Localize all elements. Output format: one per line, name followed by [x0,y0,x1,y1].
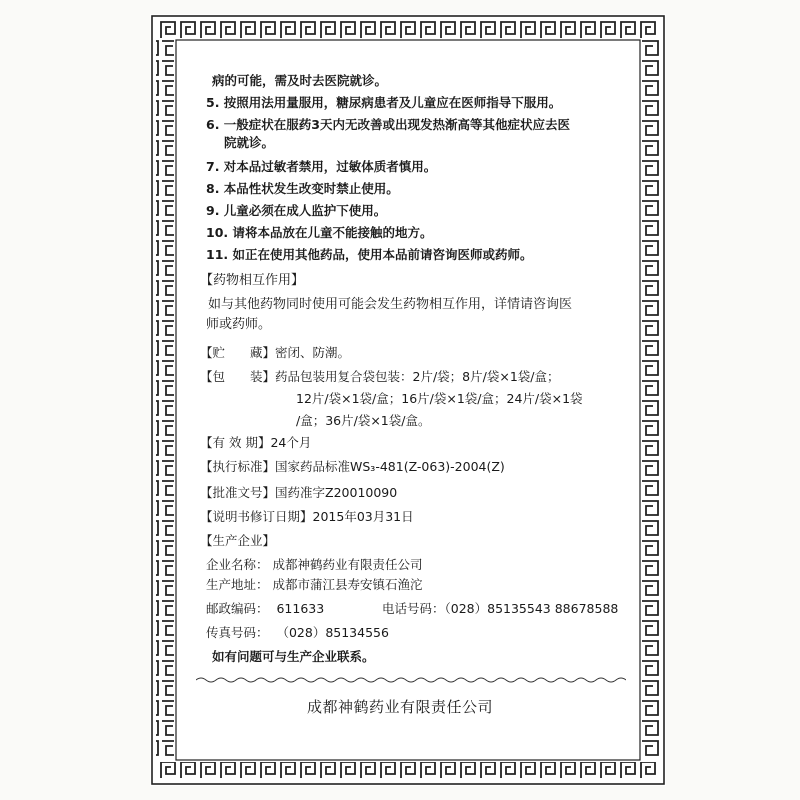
wavy-divider [196,676,626,684]
zip-label: 邮政编码： [206,601,269,616]
address-row [206,576,423,594]
address-label: 生产地址： [206,577,269,592]
precaution-item-9: 9. 儿童必须在成人监护下使用。 [206,203,387,218]
precaution-item-6-cont: 院就诊。 [224,135,275,150]
approval-label: 【批准文号】 [200,485,276,500]
interaction-text-1: 如与其他药物同时使用可能会发生药物相互作用，详情请咨询医 [208,297,573,312]
interaction-heading: 【药物相互作用】 [200,273,305,288]
revision-row [200,508,414,526]
standard-value: 国家药品标准WS₃-481(Z-063)-2004(Z) [275,459,505,474]
footer-company-name: 成都神鹤药业有限责任公司 [306,698,493,716]
contact-note: 如有问题可与生产企业联系。 [212,649,375,664]
precaution-item-8: 8. 本品性状发生改变时禁止使用。 [206,181,399,196]
zip-row [206,600,324,618]
zip-value: 611633 [276,601,325,616]
phone-row [382,600,618,618]
fax-value: （028）85134556 [276,625,389,640]
validity-label: 【有 效 期】 [200,435,271,450]
validity-row [200,434,311,452]
approval-row [200,484,397,502]
packaging-label: 【包 装】 [200,369,276,384]
company-name-row [206,556,423,574]
storage-label: 【贮 藏】 [200,345,276,360]
packaging-line-2: 12片/袋×1袋/盒；16片/袋×1袋/盒；24片/袋×1袋 [296,391,583,406]
phone-value: （028）85135543 88678588 [444,601,619,616]
precaution-line-1: 病的可能，需及时去医院就诊。 [212,73,388,88]
revision-label: 【说明书修订日期】 [200,509,313,524]
fax-row [206,624,389,642]
packaging-line-3: /盒；36片/袋×1袋/盒。 [296,413,431,428]
company-name-value: 成都神鹤药业有限责任公司 [272,557,423,572]
precaution-item-10: 10. 请将本品放在儿童不能接触的地方。 [206,225,433,240]
address-value: 成都市蒲江县寿安镇石渔沱 [272,577,423,592]
validity-value: 24个月 [270,435,312,450]
approval-value: 国药准字Z20010090 [275,485,398,500]
standard-row [200,458,505,476]
packaging-line-1: 药品包装用复合袋包装：2片/袋；8片/袋×1袋/盒； [275,369,560,384]
standard-label: 【执行标准】 [200,459,276,474]
precaution-item-7: 7. 对本品过敏者禁用，过敏体质者慎用。 [206,159,437,174]
storage-row [200,344,350,362]
storage-value: 密闭、防潮。 [275,345,351,360]
precaution-item-6: 6. 一般症状在服药3天内无改善或出现发热渐高等其他症状应去医 [206,117,570,132]
fax-label: 传真号码： [206,625,269,640]
phone-label: 电话号码： [382,601,445,616]
manufacturer-heading: 【生产企业】 [200,533,276,548]
precaution-item-5: 5. 按照用法用量服用，糖尿病患者及儿童应在医师指导下服用。 [206,95,562,110]
company-name-label: 企业名称： [206,557,269,572]
precaution-item-11: 11. 如正在使用其他药品，使用本品前请咨询医师或药师。 [206,247,533,262]
packaging-row [200,368,559,386]
revision-value: 2015年03月31日 [312,509,414,524]
interaction-text-2: 师或药师。 [206,317,272,332]
